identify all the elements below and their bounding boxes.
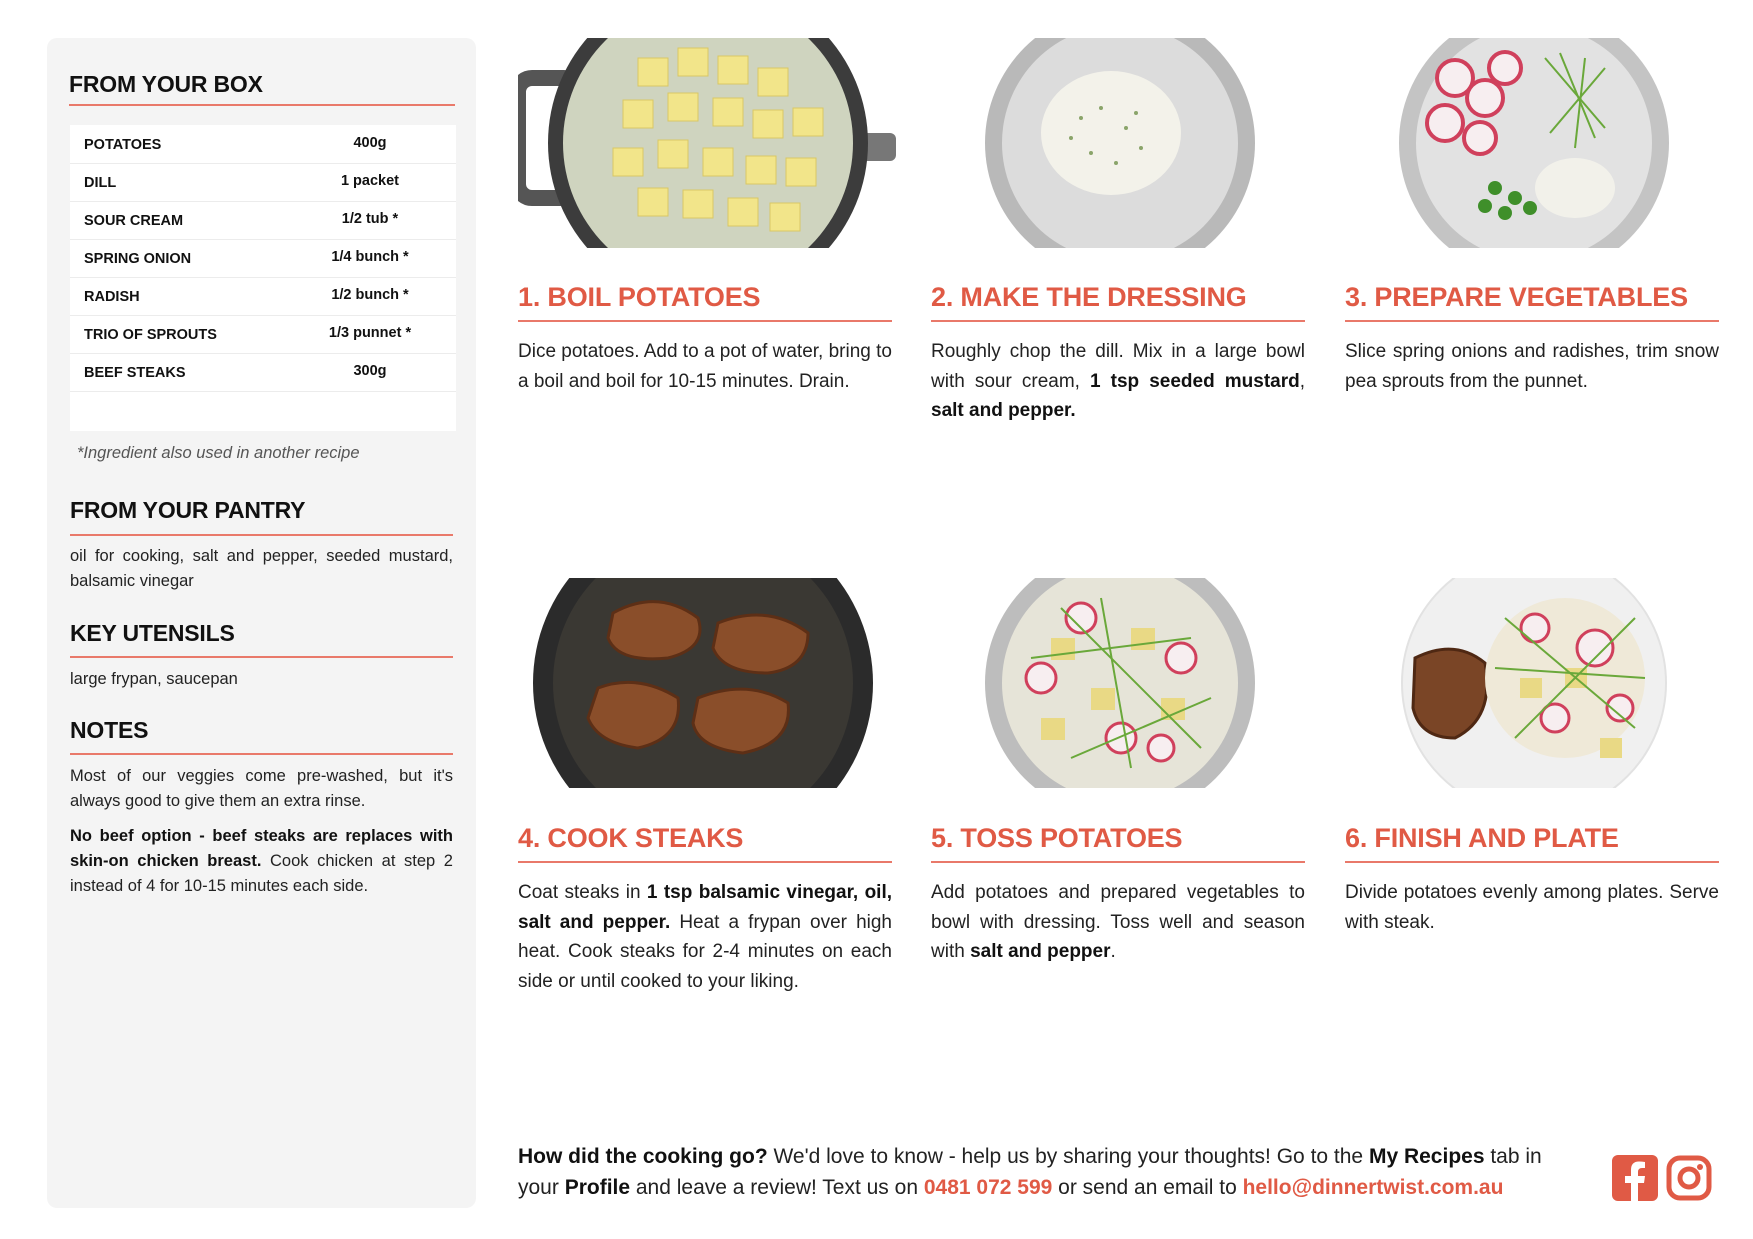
step-6-photo <box>1345 578 1723 788</box>
ingredient-name: RADISH <box>84 289 140 305</box>
step-rule <box>518 320 892 322</box>
ingredient-qty: 1/2 bunch * <box>331 287 409 303</box>
ingredient-footnote: *Ingredient also used in another recipe <box>77 444 360 462</box>
step-5-bold: salt and pepper <box>970 941 1111 962</box>
step-2-text-a: Roughly chop the dill. Mix in a large bowl with sour cream, <box>931 341 1305 392</box>
ingredient-qty: 1/2 tub * <box>341 211 399 227</box>
step-5-text-b: . <box>1110 941 1116 962</box>
step-2-text-b: , <box>1299 370 1306 392</box>
step-1-photo <box>518 38 896 248</box>
step-4-bold: 1 tsp balsamic vinegar, oil, salt and pepper. <box>518 882 893 933</box>
sidebar-panel <box>47 38 476 1208</box>
step-5-text-a: Add potatoes and prepared vegetables to bowl with dressing. Toss well and season with <box>931 882 1305 962</box>
footer-phone-link[interactable]: 0481 072 599 <box>923 1176 1053 1199</box>
ingredient-qty: 1 packet <box>340 173 400 189</box>
notes-heading: NOTES <box>70 717 149 743</box>
step-4-text <box>518 878 892 996</box>
utensils-heading: KEY UTENSILS <box>70 620 235 646</box>
footer-my-recipes: My Recipes <box>1368 1145 1485 1168</box>
step-6-title: 6. FINISH AND PLATE <box>1345 823 1619 853</box>
footer-profile: Profile <box>564 1176 631 1199</box>
from-your-box-heading: FROM YOUR BOX <box>69 71 263 97</box>
footer-text: and leave a review! Text us on <box>630 1176 924 1199</box>
ingredient-name: TRIO OF SPROUTS <box>84 327 217 343</box>
step-2-bold-a: 1 tsp seeded mustard <box>1090 370 1300 392</box>
step-5-text <box>931 878 1305 967</box>
footer-question: How did the cooking go? <box>518 1145 768 1168</box>
facebook-icon[interactable] <box>1612 1155 1658 1201</box>
ingredient-qty: 1/4 bunch * <box>331 249 409 265</box>
step-4-text-a: Coat steaks in <box>518 882 647 903</box>
step-2-bold-b: salt and pepper. <box>931 400 1076 421</box>
step-4-photo <box>518 578 896 788</box>
step-3-text: Slice spring onions and radishes, trim snow pea sprouts from the punnet. <box>1345 341 1719 392</box>
step-5-title: 5. TOSS POTATOES <box>931 823 1183 853</box>
feedback-footer <box>518 1141 1588 1203</box>
heading-rule <box>69 104 455 106</box>
ingredient-row <box>70 277 456 316</box>
step-rule <box>518 861 892 863</box>
ingredient-name: BEEF STEAKS <box>84 365 186 381</box>
ingredient-name: DILL <box>84 175 117 191</box>
ingredient-name: SPRING ONION <box>84 251 192 267</box>
heading-rule <box>70 656 453 658</box>
step-5-photo <box>931 578 1309 788</box>
ingredient-row <box>70 353 456 392</box>
step-1-text: Dice potatoes. Add to a pot of water, bring to a boil and boil for 10-15 minutes. Drain. <box>518 341 892 392</box>
notes-bold: No beef option - beef steaks are replaces with skin-on chicken breast. <box>70 827 453 870</box>
ingredients-table <box>70 125 456 431</box>
heading-rule <box>70 753 453 755</box>
footer-text: or send an email to <box>1052 1176 1243 1199</box>
pantry-heading: FROM YOUR PANTRY <box>70 497 306 523</box>
step-3-photo <box>1345 38 1723 248</box>
step-4-title: 4. COOK STEAKS <box>518 823 744 853</box>
utensils-text: large frypan, saucepan <box>70 670 238 688</box>
step-6-text: Divide potatoes evenly among plates. Serve with steak. <box>1345 882 1719 933</box>
ingredient-qty: 1/3 punnet * <box>328 325 412 341</box>
ingredient-row <box>70 315 456 354</box>
step-2-title: 2. MAKE THE DRESSING <box>931 282 1247 312</box>
step-rule <box>1345 861 1719 863</box>
ingredient-name: POTATOES <box>84 137 162 153</box>
heading-rule <box>70 534 453 536</box>
ingredient-row <box>70 163 456 202</box>
pantry-text: oil for cooking, salt and pepper, seeded mustard, balsamic vinegar <box>70 547 453 590</box>
ingredient-row <box>70 239 456 278</box>
notes-text-1: Most of our veggies come pre-washed, but it's always good to give them an extra rinse. <box>70 767 453 810</box>
step-2-photo <box>931 38 1309 248</box>
step-2-text <box>931 337 1305 426</box>
step-3-title: 3. PREPARE VEGETABLES <box>1345 282 1688 312</box>
step-4-text-b: Heat a frypan over high heat. Cook steaks for 2-4 minutes on each side or until cooked to your liking. <box>518 911 892 992</box>
notes-rest: Cook chicken at step 2 instead of 4 for 10-15 minutes each side. <box>70 852 453 895</box>
ingredient-qty: 400g <box>353 135 387 151</box>
ingredient-row <box>70 201 456 240</box>
footer-email-link[interactable]: hello@dinnertwist.com.au <box>1242 1176 1504 1199</box>
footer-text: We'd love to know - help us by sharing your thoughts! Go to the <box>767 1145 1369 1168</box>
step-rule <box>931 320 1305 322</box>
step-rule <box>931 861 1305 863</box>
step-1-title: 1. BOIL POTATOES <box>518 282 761 312</box>
footer-text: tab in your <box>518 1145 1542 1199</box>
ingredient-row <box>70 125 456 164</box>
ingredient-name: SOUR CREAM <box>84 213 184 229</box>
notes-text-2 <box>70 824 453 899</box>
ingredient-qty: 300g <box>353 363 387 379</box>
step-rule <box>1345 320 1719 322</box>
instagram-icon[interactable] <box>1666 1155 1712 1201</box>
